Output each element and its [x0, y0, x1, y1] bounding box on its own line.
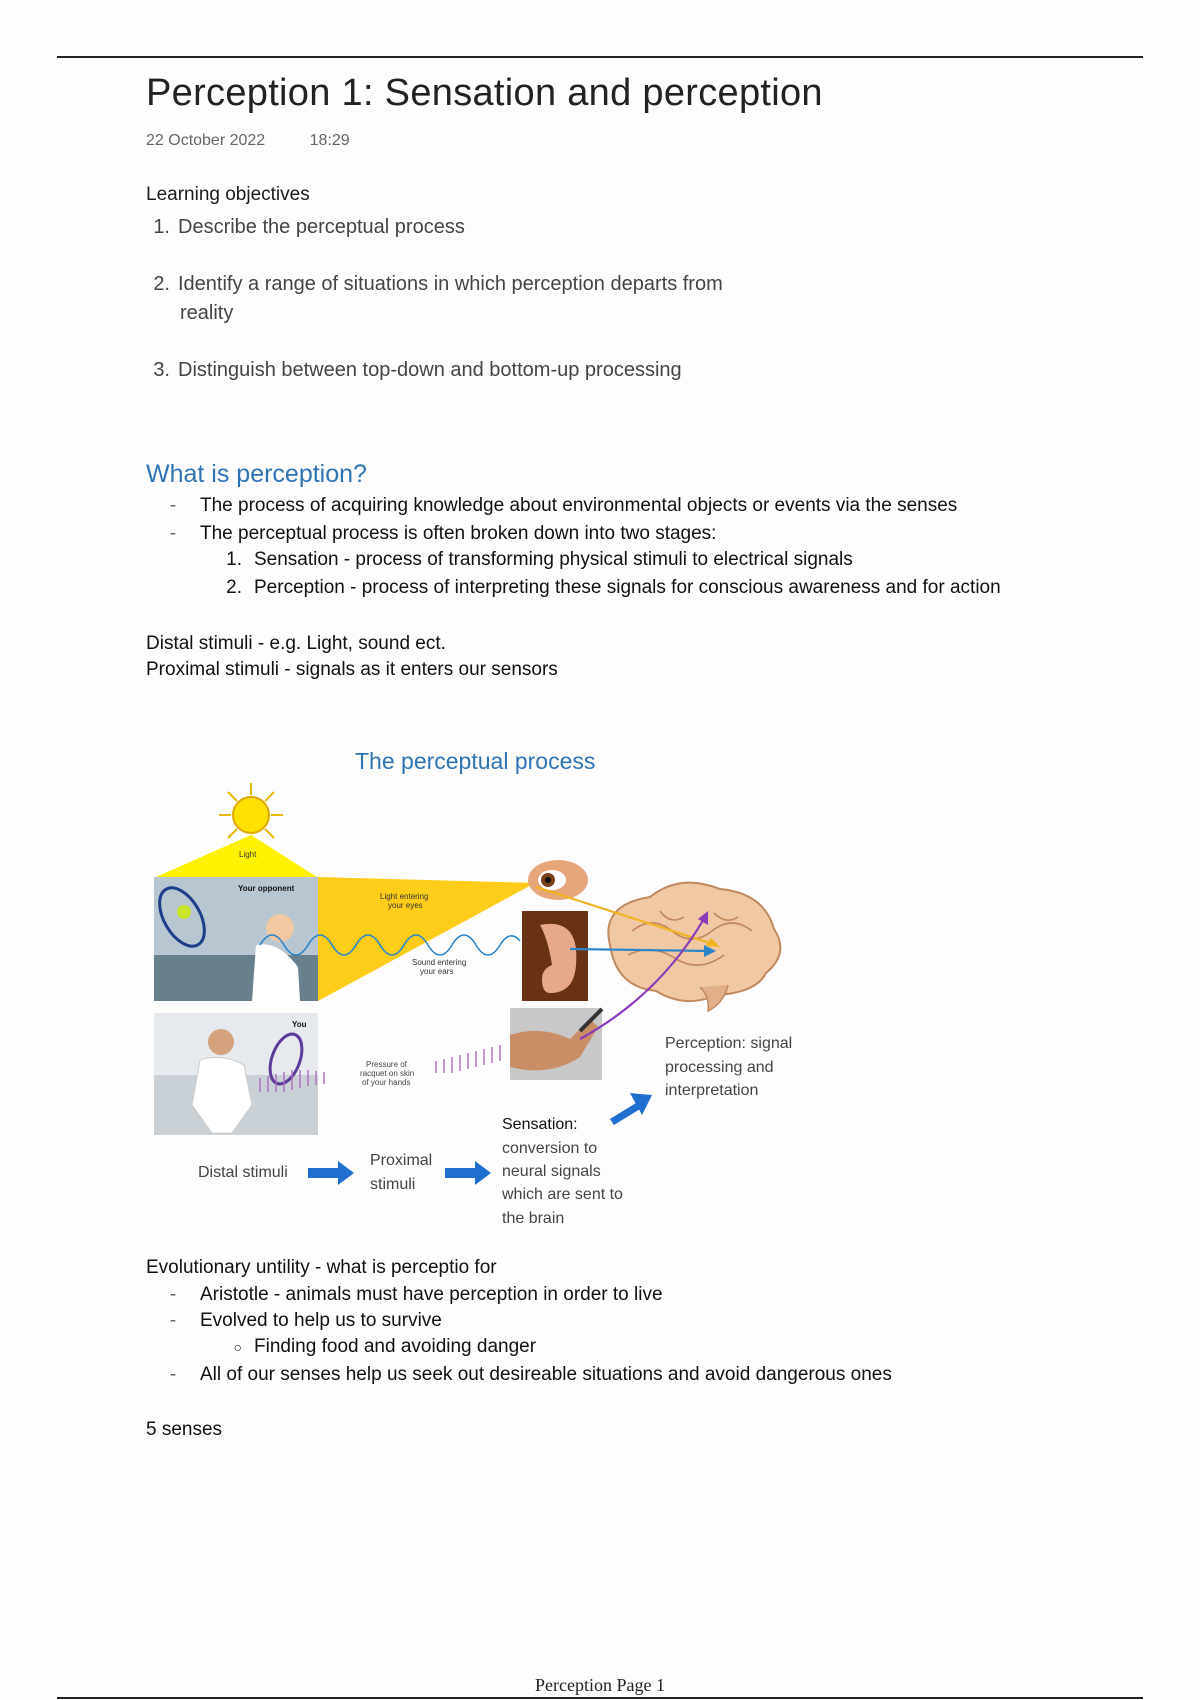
objective-2-cont: reality — [180, 302, 234, 324]
stage-num: 2. — [226, 577, 242, 598]
sensation-line: which are sent to — [502, 1186, 623, 1203]
light-entering-label-2: your eyes — [388, 901, 423, 910]
bullet-text: The process of acquiring knowledge about environmental objects or events via the senses — [200, 495, 958, 516]
proximal-definition: Proximal stimuli - signals as it enters our sensors — [146, 659, 558, 680]
bullet-dash: - — [169, 495, 177, 516]
opponent-label: Your opponent — [238, 884, 295, 893]
light-cone — [156, 835, 317, 877]
perception-text — [665, 1035, 792, 1099]
page-time: 18:29 — [309, 132, 350, 149]
evolution-heading: Evolutionary untility - what is perceptio for — [146, 1257, 497, 1278]
pressure-label-2: racquet on skin — [360, 1069, 415, 1078]
objective-1 — [144, 212, 465, 242]
distal-definition: Distal stimuli - e.g. Light, sound ect. — [146, 633, 446, 654]
stage-num: 1. — [226, 549, 242, 570]
bullet-item — [146, 520, 716, 548]
bullet-text: The perceptual process is often broken down into two stages: — [200, 523, 717, 544]
bullet-dash: - — [169, 1284, 177, 1305]
sensation-line: neural signals — [502, 1163, 601, 1180]
objective-num: 1. — [153, 216, 170, 238]
diagram-title: The perceptual process — [355, 748, 596, 774]
bullet-item — [146, 1307, 442, 1335]
perception-line: Perception: signal — [665, 1035, 793, 1052]
sensation-line: conversion to — [502, 1140, 598, 1157]
you-label: You — [292, 1020, 307, 1029]
sensation-line: Sensation: — [502, 1116, 578, 1133]
page-footer: Perception Page 1 — [535, 1675, 665, 1695]
sound-entering-label-2: your ears — [420, 967, 454, 976]
pressure-label: Pressure of — [366, 1060, 407, 1069]
perceptual-process-diagram — [140, 735, 840, 1235]
bullet-text: Finding food and avoiding danger — [254, 1336, 537, 1357]
bullet-item — [146, 1281, 663, 1309]
objective-num: 2. — [153, 273, 170, 295]
objective-text: Distinguish between top-down and bottom-up processing — [178, 359, 682, 381]
proximal-stimuli-label-2: stimuli — [370, 1176, 416, 1193]
numbered-item — [146, 574, 1001, 602]
light-entering-label: Light entering — [380, 892, 429, 901]
stage-text: Sensation - process of transforming physical stimuli to electrical signals — [254, 549, 853, 570]
sensation-line: the brain — [502, 1210, 565, 1227]
player-head — [208, 1029, 234, 1055]
sound-entering-label: Sound entering — [412, 958, 467, 967]
top-rule — [57, 56, 1143, 58]
section-heading: What is perception? — [146, 460, 367, 488]
perception-line: processing and — [665, 1059, 774, 1076]
bullet-item — [146, 492, 957, 520]
bullet-dash: - — [169, 1364, 177, 1385]
page-meta — [146, 132, 390, 150]
page-title: Perception 1: Sensation and perception — [146, 72, 823, 114]
bullet-dash: - — [169, 523, 177, 544]
bullet-circle: ○ — [233, 1339, 242, 1355]
bullet-dash: - — [169, 1310, 177, 1331]
objectives-heading: Learning objectives — [146, 184, 310, 205]
perception-line: interpretation — [665, 1082, 759, 1099]
sub-bullet-item — [146, 1333, 536, 1361]
objective-2 — [144, 269, 723, 299]
bullet-text: All of our senses help us seek out desireable situations and avoid dangerous ones — [200, 1364, 892, 1385]
arrow-up-right-icon — [610, 1093, 652, 1125]
brain-icon — [608, 883, 780, 1011]
bullet-text: Evolved to help us to survive — [200, 1310, 442, 1331]
opponent-head — [266, 914, 294, 942]
light-label: Light — [239, 850, 257, 859]
numbered-item — [146, 546, 853, 574]
bottom-rule — [57, 1697, 1143, 1699]
objective-num: 3. — [153, 359, 170, 381]
pressure-label-3: of your hands — [362, 1078, 411, 1087]
bullet-text: Aristotle - animals must have perception in order to live — [200, 1284, 663, 1305]
ear-icon — [522, 911, 588, 1001]
proximal-stimuli-label: Proximal — [370, 1152, 433, 1169]
objective-text: Describe the perceptual process — [178, 216, 465, 238]
sensation-text — [501, 1116, 623, 1227]
senses-heading: 5 senses — [146, 1419, 223, 1440]
bullet-item — [146, 1361, 892, 1389]
objective-3 — [144, 355, 682, 385]
stage-text: Perception - process of interpreting these signals for conscious awareness and for action — [254, 577, 1001, 598]
hand-icon — [510, 1008, 602, 1080]
page-date: 22 October 2022 — [146, 132, 266, 149]
arrow-right-icon — [445, 1161, 491, 1185]
tennis-ball-icon — [177, 905, 191, 919]
objective-text: Identify a range of situations in which perception departs from — [178, 273, 723, 295]
distal-stimuli-label: Distal stimuli — [198, 1164, 288, 1181]
arrow-right-icon — [308, 1161, 354, 1185]
